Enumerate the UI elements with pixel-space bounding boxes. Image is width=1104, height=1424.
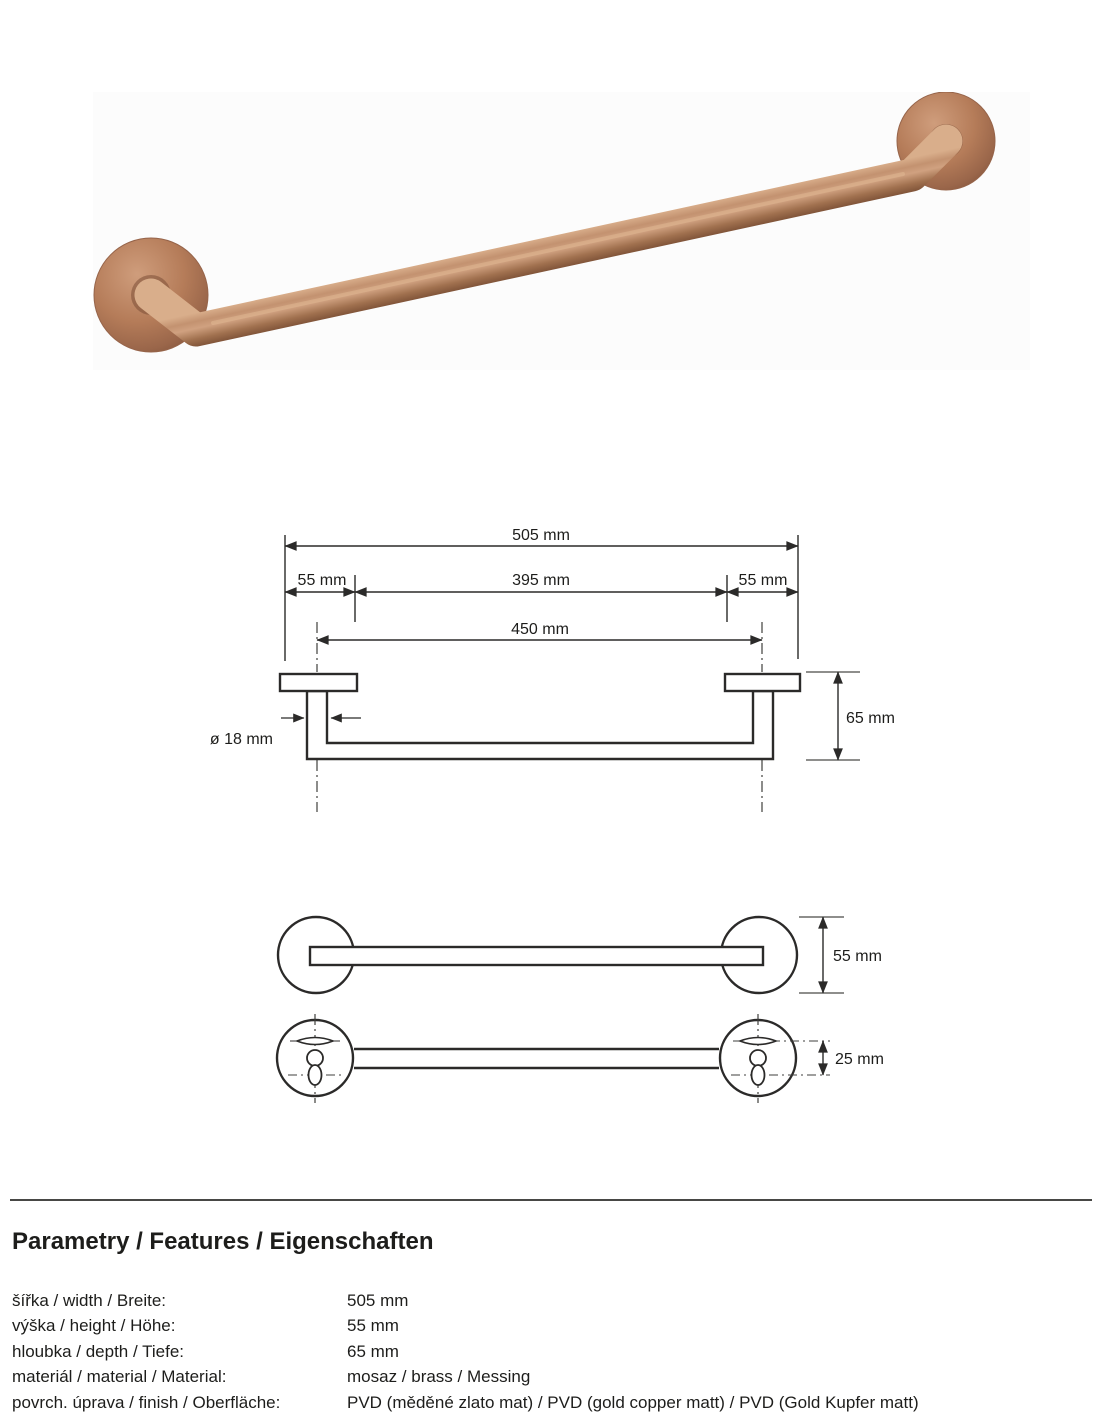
right-wall-plate xyxy=(725,674,800,691)
spec-label: materiál / material / Material: xyxy=(12,1367,227,1387)
spec-table xyxy=(12,1288,1092,1415)
dim-label-65: 65 mm xyxy=(846,710,895,727)
spec-label: povrch. úprava / finish / Oberfläche: xyxy=(12,1392,281,1412)
spec-row-depth xyxy=(12,1339,1092,1364)
spec-label: výška / height / Höhe: xyxy=(12,1316,176,1336)
spec-value: 55 mm xyxy=(347,1316,399,1336)
spec-value: PVD (měděné zlato mat) / PVD (gold copper matt) / PVD (Gold Kupfer matt) xyxy=(347,1392,919,1412)
spec-row-material xyxy=(12,1364,1092,1389)
spec-label: šířka / width / Breite: xyxy=(12,1291,166,1310)
bottom-view xyxy=(277,1014,830,1103)
dim-label-55-left: 55 mm xyxy=(297,572,347,589)
spec-value: 505 mm xyxy=(347,1291,409,1310)
spec-label: hloubka / depth / Tiefe: xyxy=(12,1341,185,1361)
dim-label-55-side: 55 mm xyxy=(833,948,882,965)
dim-label-395: 395 mm xyxy=(512,572,570,589)
bottom-view-bar-edges xyxy=(354,1049,719,1068)
spec-row-height xyxy=(12,1313,1092,1338)
spec-row-finish xyxy=(12,1390,1092,1415)
section-divider xyxy=(10,1199,1092,1201)
product-photo xyxy=(93,92,1030,370)
dim-label-450: 450 mm xyxy=(511,621,569,638)
dim-label-25: 25 mm xyxy=(835,1051,884,1068)
left-wall-plate xyxy=(280,674,357,691)
top-view-bar xyxy=(310,947,763,965)
top-view xyxy=(278,917,844,993)
bar-body-outline xyxy=(307,691,773,759)
spec-value: mosaz / brass / Messing xyxy=(347,1367,531,1387)
dim-label-55-right: 55 mm xyxy=(738,572,788,589)
technical-drawing xyxy=(0,500,1104,1140)
spec-value: 65 mm xyxy=(347,1341,399,1361)
dim-label-505: 505 mm xyxy=(512,527,570,544)
dim-label-diameter: ø 18 mm xyxy=(209,731,273,748)
spec-row-width xyxy=(12,1288,1092,1313)
spec-heading: Parametry / Features / Eigenschaften xyxy=(12,1228,434,1255)
mount-centerlines xyxy=(317,622,762,812)
outer-extension-lines xyxy=(285,535,798,661)
